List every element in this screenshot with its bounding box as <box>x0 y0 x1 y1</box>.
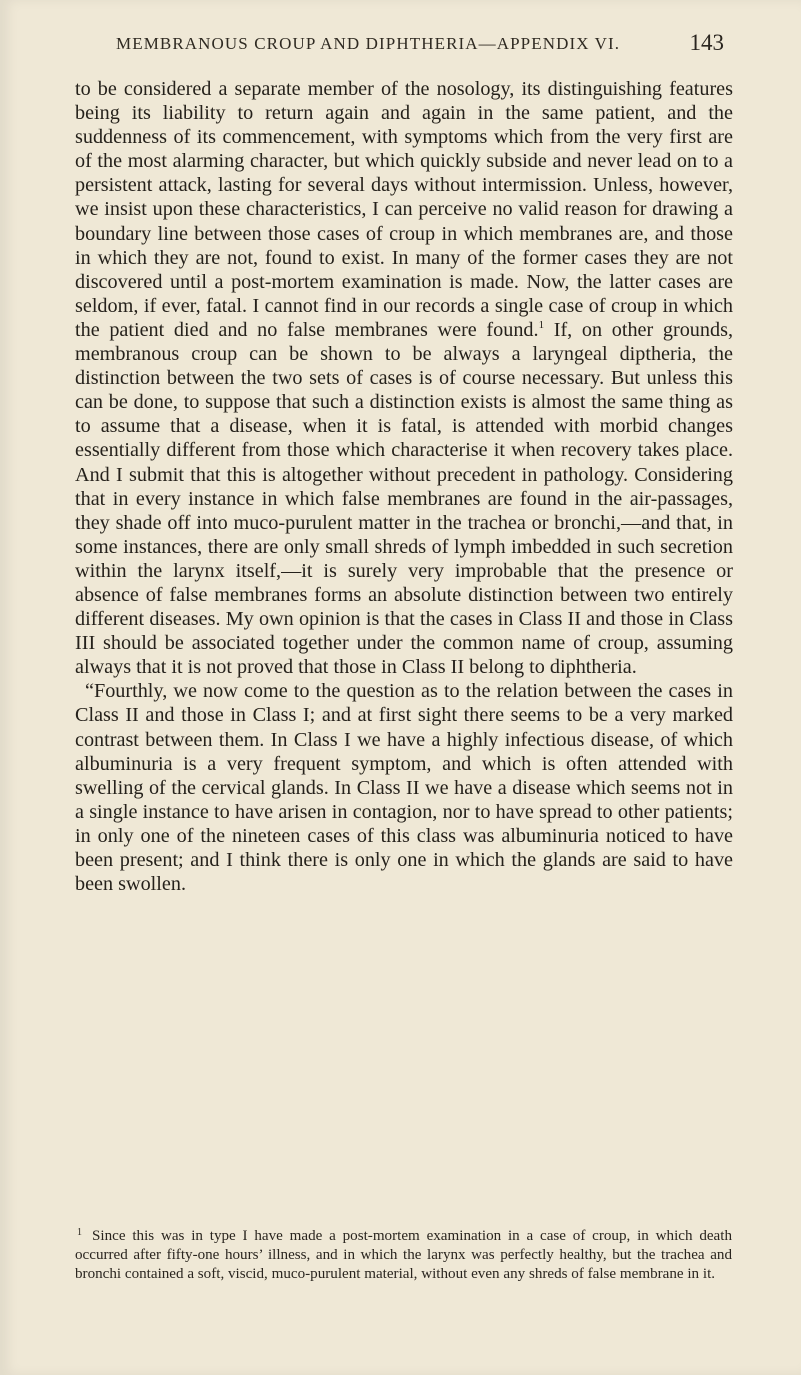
paragraph-1-text-after-note: If, on other grounds, membranous croup can be shown to be always a laryngeal diptheria, the distinction between the two sets of cases is of course necessary. But unless this can be done, to suppose that such a distinction exists is almost the same thing as to assume that a disease, when it is fatal, is attended with morbid changes essentially different from those which characterise it when recovery takes place. And I submit that this is altogether without precedent in pathology. Considering that in every instance in which false membranes are found in the air-passages, they shade off into muco-purulent matter in the trachea or bronchi,—and that, in some instances, there are only small shreds of lymph imbedded in such secretion within the larynx itself,—it is surely very improbable that the presence or absence of false membranes forms an absolute distinction between two entirely different diseases. My own opinion is that the cases in Class II and those in Class III should be associated together under the common name of croup, assuming always that it is not proved that those in Class II belong to diphtheria. <box>75 318 733 679</box>
paragraph-1-text-before-note: to be considered a separate member of the nosology, its distinguishing features being its liability to return again and again in the same patient, and the suddenness of its commencement, with symptoms which from the very first are of the most alarming character, but which quickly subside and never lead on to a persistent attack, lasting for several days without intermission. Unless, however, we insist upon these characteristics, I can perceive no valid reason for drawing a boundary line between those cases of croup in which membranes are, and those in which they are not, found to exist. In many of the former cases they are not discovered until a post-mortem examination is made. Now, the latter cases are seldom, if ever, fatal. I cannot find in our records a single case of croup in which the patient died and no false membranes were found. <box>75 78 733 341</box>
running-head: MEMBRANOUS CROUP AND DIPHTHERIA—APPENDIX VI. <box>116 34 621 53</box>
paragraph-2: “Fourthly, we now come to the question as to the relation between the cases in Class II and those in Class I; and at first sight there seems to be a very marked contrast between them. In Class I we have a highly infectious disease, of which albuminuria is a very frequent symptom, and which is often attended with swelling of the cervical glands. In Class II we have a disease which seems not in a single instance to have arisen in contagion, nor to have spread to other patients; in only one of the nineteen cases of this class was albuminuria noticed to have been present; and I think there is only one in which the glands are said to have been swollen. <box>75 680 733 896</box>
footnote-text: Since this was in type I have made a post-mortem examination in a case of croup, in which death occurred after fifty-one hours’ illness, and in which the larynx was perfectly healthy, but the trachea and bronchi contained a soft, viscid, muco-purulent material, without even any shreds of false membrane in it. <box>75 1228 732 1282</box>
main-text <box>75 77 733 896</box>
footnote <box>75 1223 732 1284</box>
page-number: 143 <box>689 30 724 55</box>
footnote-reference: 1 <box>538 318 545 331</box>
footnote-number: 1 <box>77 1227 82 1238</box>
paragraph-1 <box>75 77 733 679</box>
